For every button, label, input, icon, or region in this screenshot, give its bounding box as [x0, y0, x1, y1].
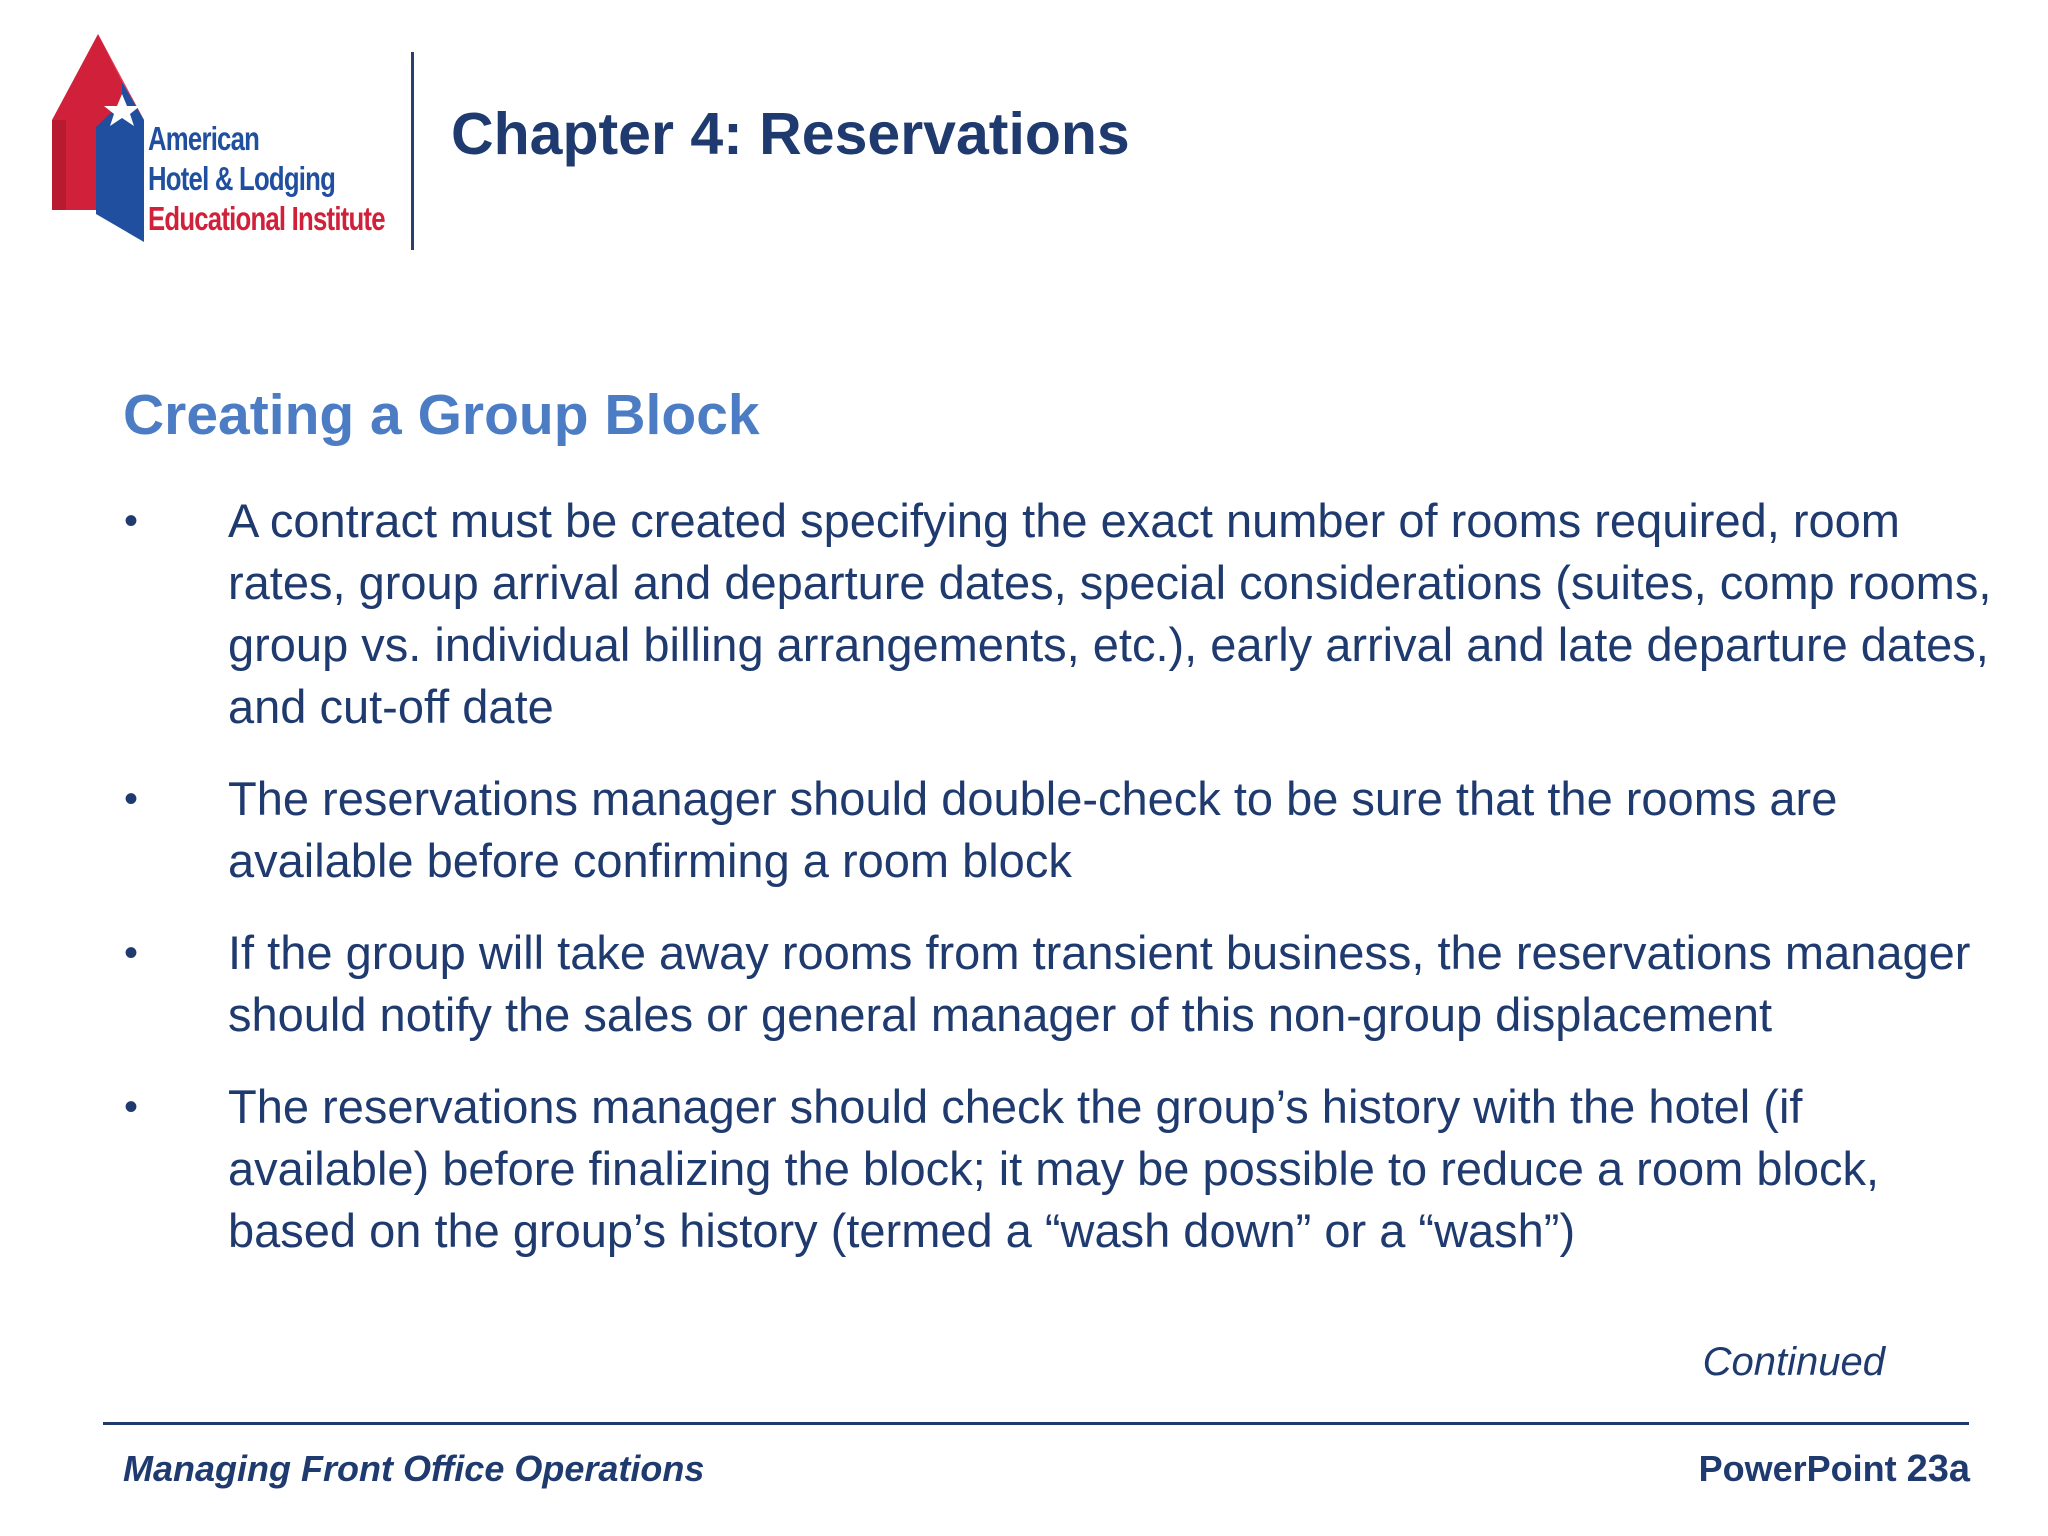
- bullet-item-double-check: [110, 768, 2010, 892]
- bullet-item-history: [110, 1076, 2010, 1262]
- bullet-marker: •: [124, 777, 139, 821]
- continued-label: Continued: [1702, 1340, 1885, 1384]
- section-title: Creating a Group Block: [123, 383, 760, 447]
- footer-label: PowerPoint: [1698, 1448, 1897, 1489]
- slide-number: 23a: [1906, 1448, 1970, 1490]
- logo-text-line1: American: [148, 120, 260, 157]
- house-logo-icon: [50, 32, 150, 242]
- bullet-marker: •: [124, 1085, 139, 1129]
- chapter-title: Chapter 4: Reservations: [451, 101, 1130, 167]
- bullet-text: The reservations manager should double-check to be sure that the rooms are available before confirming a room block: [228, 772, 1838, 887]
- bullet-text: A contract must be created specifying the exact number of rooms required, room rates, group arrival and departure dates, special considerations (suites, comp rooms, group vs. individual billing arrangements, etc.), early arrival and late departure dates, and cut-off date: [228, 494, 1992, 733]
- footer-divider: [103, 1422, 1969, 1425]
- bullet-text: The reservations manager should check the group’s history with the hotel (if available) before finalizing the block; it may be possible to reduce a room block, based on the group’s history (termed a “wash down” or a “wash”): [228, 1080, 1880, 1257]
- footer-slide-info: [1699, 1448, 1970, 1491]
- logo-text-line3: Educational Institute: [148, 200, 385, 237]
- bullet-text: If the group will take away rooms from transient business, the reservations manager should notify the sales or general manager of this non-group displacement: [228, 926, 1971, 1041]
- footer-book-title: Managing Front Office Operations: [123, 1448, 705, 1489]
- bullet-marker: •: [124, 931, 139, 975]
- logo-text-line2: Hotel & Lodging: [148, 160, 336, 197]
- ahlei-logo: [50, 32, 395, 242]
- bullet-marker: •: [124, 499, 139, 543]
- bullet-list: [110, 490, 2010, 1292]
- bullet-item-displacement: [110, 922, 2010, 1046]
- bullet-item-contract: [110, 490, 2010, 738]
- header-divider: [411, 52, 414, 250]
